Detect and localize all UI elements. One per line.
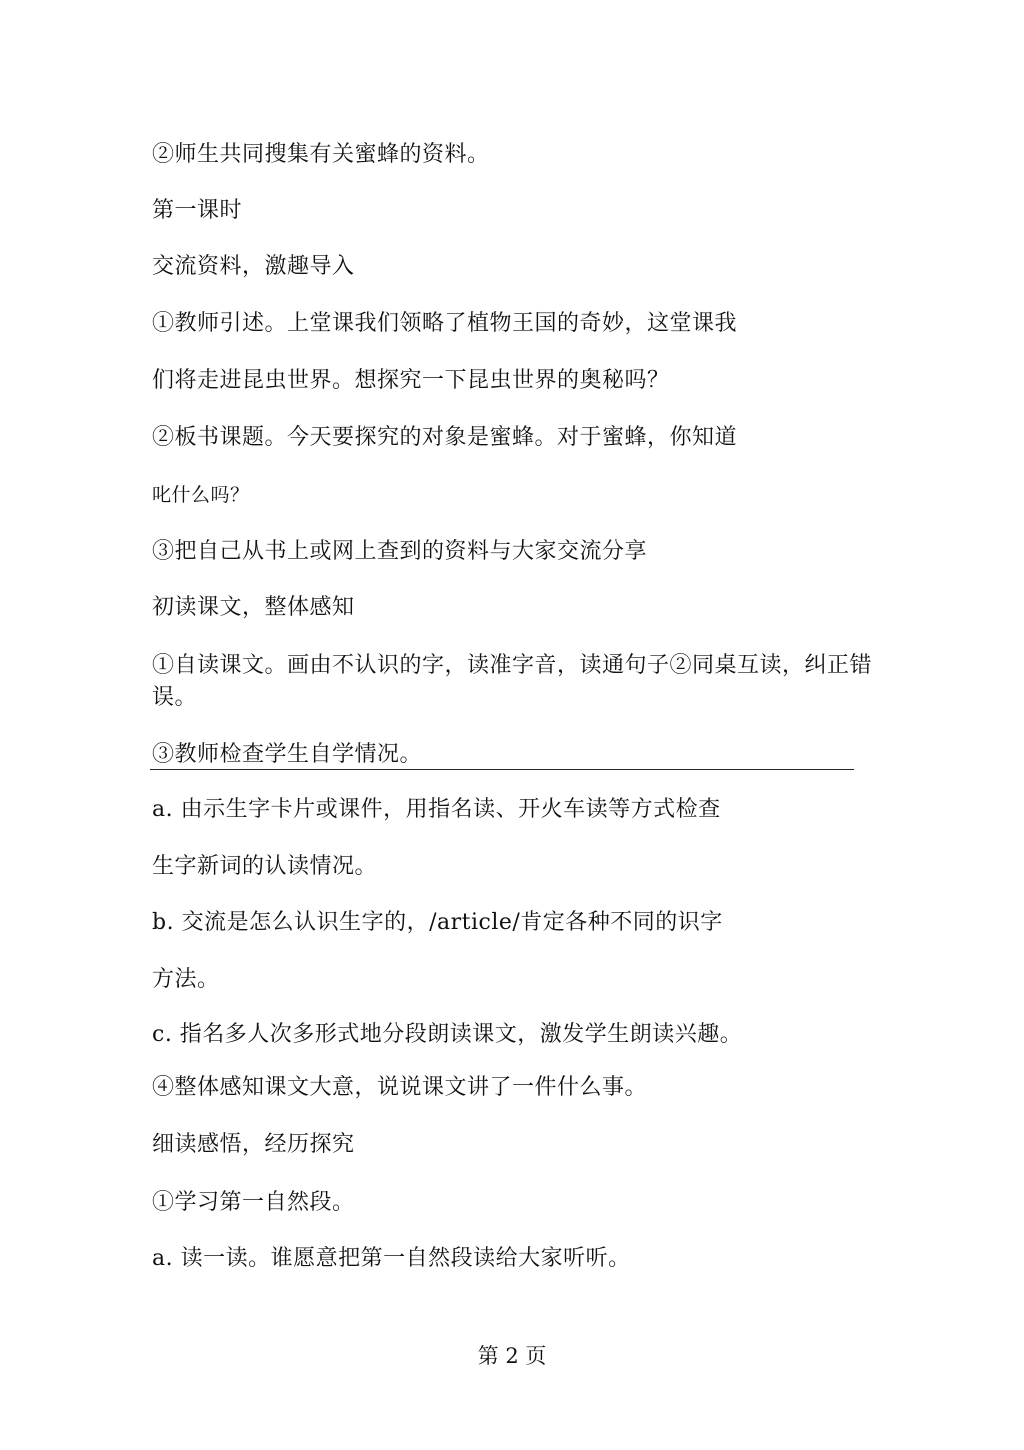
text-line: a. 由示生字卡片或课件，用指名读、开火车读等方式检查 bbox=[152, 797, 721, 822]
text-line: ③教师检查学生自学情况。 bbox=[152, 742, 423, 767]
page-number: 第 2 页 bbox=[477, 1344, 547, 1368]
text-line: a. 读一读。谁愿意把第一自然段读给大家听听。 bbox=[152, 1246, 631, 1271]
text-line: c. 指名多人次多形式地分段朗读课文，激发学生朗读兴趣。 bbox=[152, 1022, 743, 1047]
text-paragraph: ①自读课文。画由不认识的字，读准字音，读通句子②同桌互读，纠正错误。 bbox=[152, 653, 873, 710]
section-heading: 交流资料，激趣导入 bbox=[152, 254, 355, 279]
text-line: ①学习第一自然段。 bbox=[152, 1190, 355, 1215]
text-line: ②板书课题。今天要探究的对象是蜜蜂。对于蜜蜂，你知道 bbox=[152, 425, 738, 450]
text-line: ③把自己从书上或网上查到的资料与大家交流分享 bbox=[152, 539, 648, 564]
text-line: 们将走进昆虫世界。想探究一下昆虫世界的奥秘吗？ bbox=[152, 368, 670, 393]
text-line: ④整体感知课文大意，说说课文讲了一件什么事。 bbox=[152, 1075, 648, 1100]
section-heading: 初读课文，整体感知 bbox=[152, 595, 355, 620]
text-line: ①教师引述。上堂课我们领略了植物王国的奇妙，这堂课我 bbox=[152, 311, 738, 336]
text-line: b. 交流是怎么认识生字的，/article/肯定各种不同的识字 bbox=[152, 910, 723, 935]
text-line: 方法。 bbox=[152, 967, 220, 992]
section-heading: 细读感悟，经历探究 bbox=[152, 1132, 355, 1157]
text-line: 生字新词的认读情况。 bbox=[152, 854, 378, 879]
text-line: 叱什么吗？ bbox=[152, 484, 250, 506]
text-line: ②师生共同搜集有关蜜蜂的资料。 bbox=[152, 142, 490, 167]
divider-line bbox=[150, 769, 854, 770]
section-heading: 第一课时 bbox=[152, 198, 243, 223]
